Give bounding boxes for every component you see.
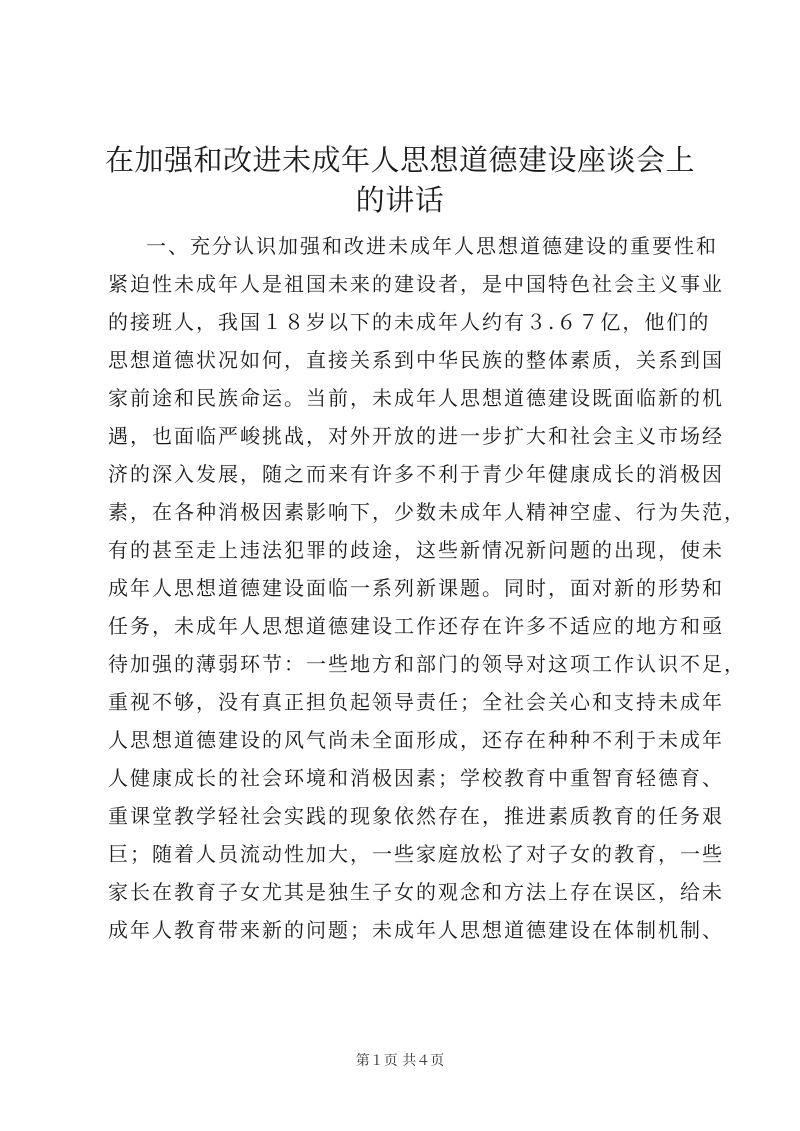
paragraph-line: 紧迫性未成年人是祖国未来的建设者，是中国特色社会主义事业 [108, 272, 724, 296]
paragraph-line: 家长在教育子女尤其是独生子女的观念和方法上存在误区，给未 [108, 880, 724, 904]
paragraph-line: 任务，未成年人思想道德建设工作还存在许多不适应的地方和亟 [108, 614, 724, 638]
paragraph-line: 成年人教育带来新的问题；未成年人思想道德建设在体制机制、 [108, 918, 724, 942]
paragraph-line: 遇，也面临严峻挑战，对外开放的进一步扩大和社会主义市场经 [108, 424, 724, 448]
paragraph-line: 济的深入发展，随之而来有许多不利于青少年健康成长的消极因 [108, 462, 724, 486]
paragraph-line: 成年人思想道德建设面临一系列新课题。同时，面对新的形势和 [108, 576, 724, 600]
document-title-line-2: 的讲话 [355, 183, 445, 217]
paragraph-line: 家前途和民族命运。当前，未成年人思想道德建设既面临新的机 [108, 386, 724, 410]
paragraph-line: 人健康成长的社会环境和消极因素；学校教育中重智育轻德育、 [108, 766, 724, 790]
document-title-line-1: 在加强和改进未成年人思想道德建设座谈会上 [104, 143, 695, 177]
paragraph-line: 素，在各种消极因素影响下，少数未成年人精神空虚、行为失范， [108, 500, 746, 524]
paragraph-line: 人思想道德建设的风气尚未全面形成，还存在种种不利于未成年 [108, 728, 724, 752]
paragraph-line: 思想道德状况如何，直接关系到中华民族的整体素质，关系到国 [108, 348, 724, 372]
paragraph-line: 重课堂教学轻社会实践的现象依然存在，推进素质教育的任务艰 [108, 804, 724, 828]
paragraph-line: 重视不够，没有真正担负起领导责任；全社会关心和支持未成年 [108, 690, 724, 714]
page-footer: 第１页 共４页 [355, 1053, 445, 1069]
paragraph-line: 的接班人，我国１８岁以下的未成年人约有３.６７亿，他们的 [108, 310, 711, 334]
paragraph-line: 有的甚至走上违法犯罪的歧途，这些新情况新问题的出现，使未 [108, 538, 724, 562]
paragraph-line: 一、充分认识加强和改进未成年人思想道德建设的重要性和 [146, 234, 718, 258]
paragraph-line: 待加强的薄弱环节：一些地方和部门的领导对这项工作认识不足， [108, 652, 746, 676]
paragraph-line: 巨；随着人员流动性加大，一些家庭放松了对子女的教育，一些 [108, 842, 724, 866]
